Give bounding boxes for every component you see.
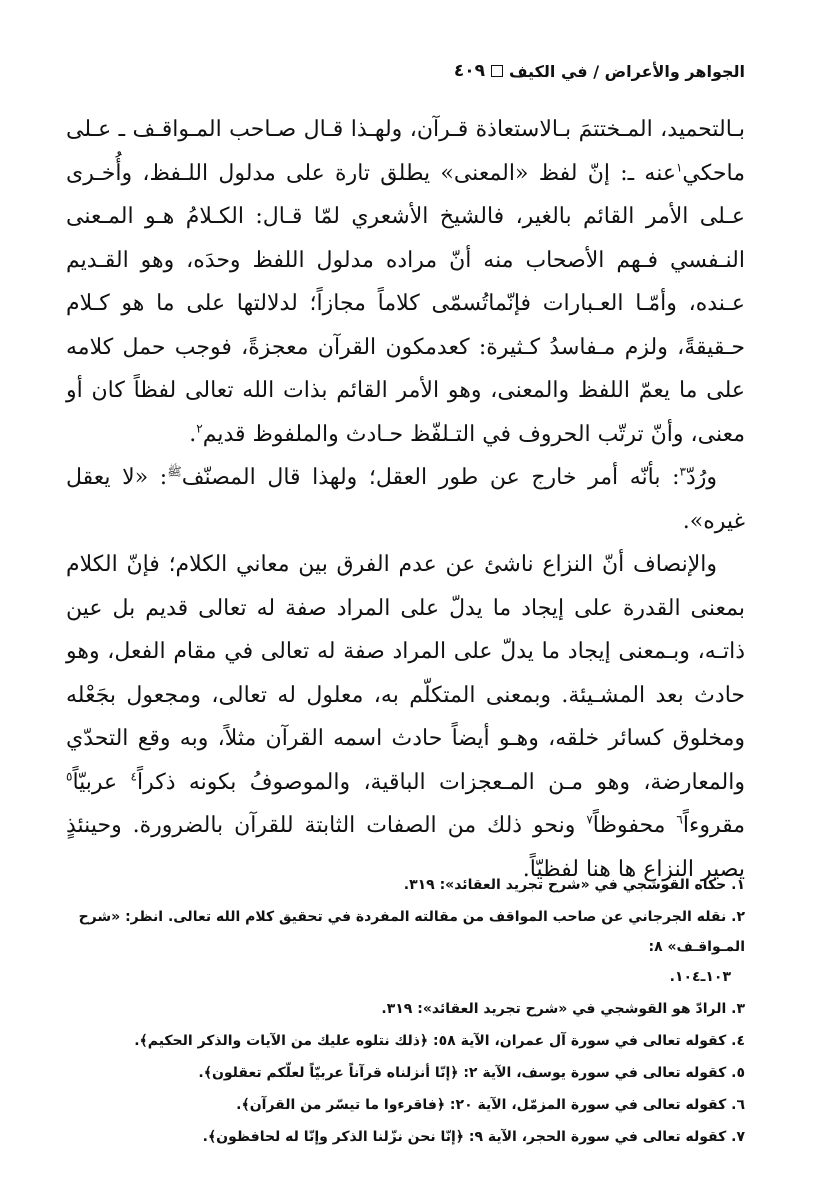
footnote-5: ٥. كقوله تعالى في سورة يوسف، الآية ٢: ﴿إنّا أنزلناه قرآناً عربيّاً لعلّكم تعقلون﴾.: [198, 1065, 745, 1081]
footnote-3: ٣. الرادّ هو القوشجي في «شرح تجريد العقائد»: ٣١٩.: [381, 1001, 745, 1017]
footnote-ref-5: ٥: [66, 769, 73, 784]
footnote-6: ٦. كقوله تعالى في سورة المزمّل، الآية ٢٠: ﴿فاقرءوا ما تيسّر من القرآن﴾.: [236, 1097, 745, 1113]
square-ornament-icon: [491, 65, 503, 77]
running-title: الجواهر والأعراض / في الكيف: [509, 61, 745, 81]
footnote-2: ٢. نقله الجرجاني عن صاحب المواقف من مقالته المفردة في تحقيق كلام الله تعالى. انظر: «شرح المـواقـف» ٨: ١٠٣ـ١٠٤.: [78, 909, 745, 985]
footnote-2-continuation: ١٠٣ـ١٠٤.: [669, 969, 731, 985]
main-text: [66, 108, 745, 891]
page-number: ٤٠٩: [453, 61, 485, 81]
running-header: [78, 56, 745, 86]
paragraph-1: بـالتحميد، المـختتمَ بـالاستعاذة قـرآن، ولهـذا قـال صـاحب المـواقـف ـ عـلى ماحكي$^١$عنه ـ: إنّ لفظ «المعنى» يطلق تارة على مدلول اللـفظ، وأُخـرى عـلى الأمر القائم بالغير، فالشيخ الأشعري لمّا قـال: الكـلامُ هـو المـعنى النـفسي فـهم الأصحاب منه أنّ مراده مدلول اللفظ وحدَه، وهو القـديم عـنده، وأمّـا العـبارات فإنّماتُسمّى كلاماً مجازاً؛ لدلالتها على ما هو كـلام حـقيقةً، ولزم مـفاسدُ كـثيرة: كعدمكون القرآن معجزةً، فوجب حمل كلامه على ما يعمّ اللفظ والمعنى، وهو الأمر القائم بذات الله تعالى لفظاً كان أو معنى، وأنّ ترتّب الحروف في التـلفّظ حـادث والملفوظ قديم$^٢$.: [66, 117, 745, 447]
footnote-7: ٧. كقوله تعالى في سورة الحجر، الآية ٩: ﴿إنّا نحن نزّلنا الذكر وإنّا له لحافظون﴾.: [202, 1129, 745, 1145]
footnote-ref-1: ١: [675, 160, 683, 175]
footnote-ref-6: ٦: [676, 812, 683, 827]
paragraph-3: والإنصاف أنّ النزاع ناشئ عن عدم الفرق بين معاني الكلام؛ فإنّ الكلام بمعنى القدرة على إيجاد ما يدلّ على المراد صفة له تعالى قديم بل عين ذاتـه، وبـمعنى إيجاد ما يدلّ على المراد صفة له تعالى في مقام الفعل، وهو حادث بعد المشـيئة. وبمعنى المتكلّم به، معلول له تعالى، ومجعول بجَعْله ومخلوق كسائر خلقه، وهـو أيضاً حادث اسمه القرآن مثلاً، وبه وقع التحدّي والمعارضة، وهو مـن المـعجزات الباقية، والموصوفُ بكونه ذكراً$^٤$ عربيّاً$^٥$ مقروءاً$^٦$ محفوظاً$^٧$ ونحو ذلك من الصفات الثابتة للقرآن بالضرورة. وحينئذٍ يصير النزاع ها هنا لفظيّاً.: [66, 552, 745, 882]
footnote-ref-2: ٢: [196, 421, 203, 436]
footnote-1: ١. حكاه القوشجي في «شرح تجريد العقائد»: ٣١٩.: [403, 877, 745, 893]
footnote-ref-7: ٧: [586, 812, 593, 827]
footnote-ref-4: ٤: [130, 769, 137, 784]
paragraph-2: ورُدّ$^٣$: بأنّه أمر خارج عن طور العقل؛ ولهذا قال المصنّف$^ﷺ$: «لا يعقل غيره».: [66, 464, 745, 534]
header-separator: [491, 65, 503, 77]
footnote-4: ٤. كقوله تعالى في سورة آل عمران، الآية ٥٨: ﴿ذلك نتلوه عليك من الآيات والذكر الحكيم﴾.: [134, 1033, 745, 1049]
footnotes: [64, 870, 745, 1154]
footnote-ref-3: ٣: [679, 464, 686, 479]
honorific-symbol: ﷺ: [167, 464, 182, 479]
